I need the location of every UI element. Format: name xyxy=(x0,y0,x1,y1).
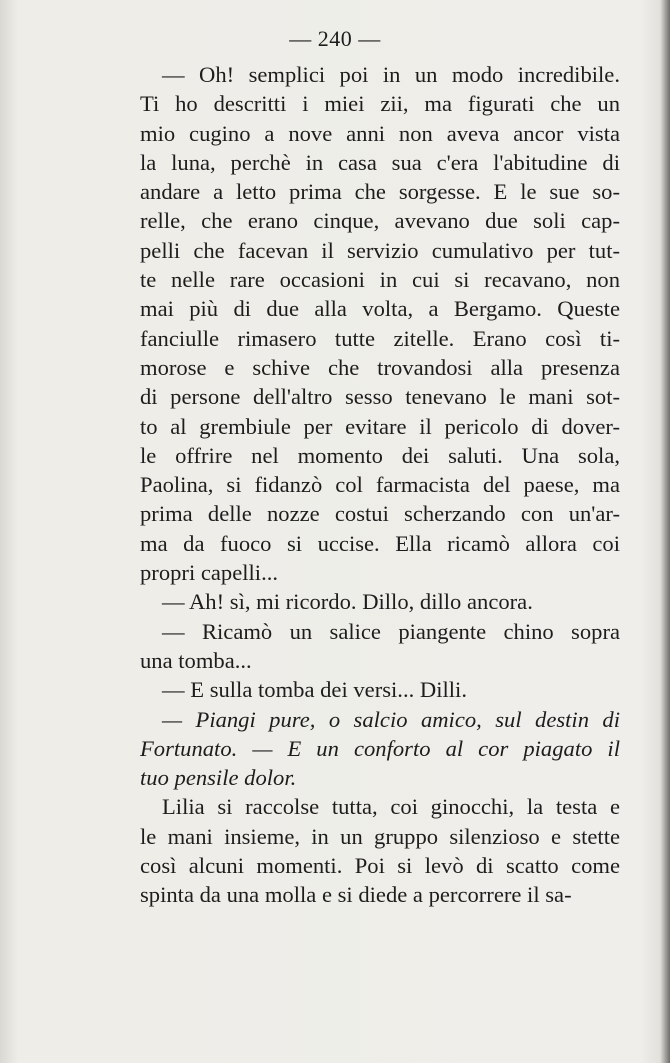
paragraph xyxy=(140,705,620,793)
page-number: — 240 — xyxy=(289,26,381,51)
text-line: Lilia si raccolse tutta, coi ginocchi, la testa e xyxy=(162,794,620,820)
text-line: — Ricamò un salice piangente chino sopra xyxy=(162,618,620,644)
text-line: pelli che facevan il servizio cumulativo per tut- xyxy=(140,237,620,263)
text-line: fanciulle rimasero tutte zitelle. Erano così ti- xyxy=(140,325,620,351)
body-text xyxy=(140,60,620,910)
paragraph xyxy=(140,675,620,704)
text-line: andare a letto prima che sorgesse. E le sue so- xyxy=(140,179,620,205)
text-line: così alcuni momenti. Poi si levò di scatto come xyxy=(140,853,620,879)
text-line: mio cugino a nove anni non aveva ancor vista xyxy=(140,120,620,146)
text-line: Fortunato. — E un conforto al cor piagato il xyxy=(140,735,620,761)
paragraph xyxy=(140,617,620,676)
text-line: mai più di due alla volta, a Bergamo. Queste xyxy=(140,296,620,322)
text-line: Ti ho descritti i miei zii, ma figurati che un xyxy=(140,91,620,117)
text-line: ma da fuoco si uccise. Ella ricamò allora coi xyxy=(140,530,620,556)
text-line: spinta da una molla e si diede a percorrere il sa- xyxy=(140,882,572,908)
text-line: le mani insieme, in un gruppo silenzioso e stette xyxy=(140,823,620,849)
paragraph xyxy=(140,60,620,587)
paragraph xyxy=(140,792,620,909)
text-line: — Oh! semplici poi in un modo incredibile. xyxy=(162,62,620,87)
text-line: una tomba... xyxy=(140,647,252,673)
text-line: relle, che erano cinque, avevano due soli cap- xyxy=(140,208,620,234)
text-line: prima delle nozze costui scherzando con un'ar- xyxy=(140,501,620,527)
text-line: morose e schive che trovandosi alla presenza xyxy=(140,354,620,380)
text-line: — Piangi pure, o salcio amico, sul destin di xyxy=(162,706,620,732)
text-line: — Ah! sì, mi ricordo. Dillo, dillo ancora. xyxy=(162,589,533,615)
text-line: la luna, perchè in casa sua c'era l'abitudine di xyxy=(140,149,620,175)
text-line: di persone dell'altro sesso tenevano le mani sot- xyxy=(140,384,620,410)
text-line: — E sulla tomba dei versi... Dilli. xyxy=(162,677,467,703)
paragraph xyxy=(140,587,620,616)
text-line: propri capelli... xyxy=(140,560,279,586)
text-line: Paolina, si fidanzò col farmacista del paese, ma xyxy=(140,472,620,498)
text-line: tuo pensile dolor. xyxy=(140,765,297,791)
text-line: to al grembiule per evitare il pericolo di dover- xyxy=(140,413,620,439)
text-line: te nelle rare occasioni in cui si recavano, non xyxy=(140,267,620,293)
text-line: le offrire nel momento dei saluti. Una sola, xyxy=(140,442,620,468)
